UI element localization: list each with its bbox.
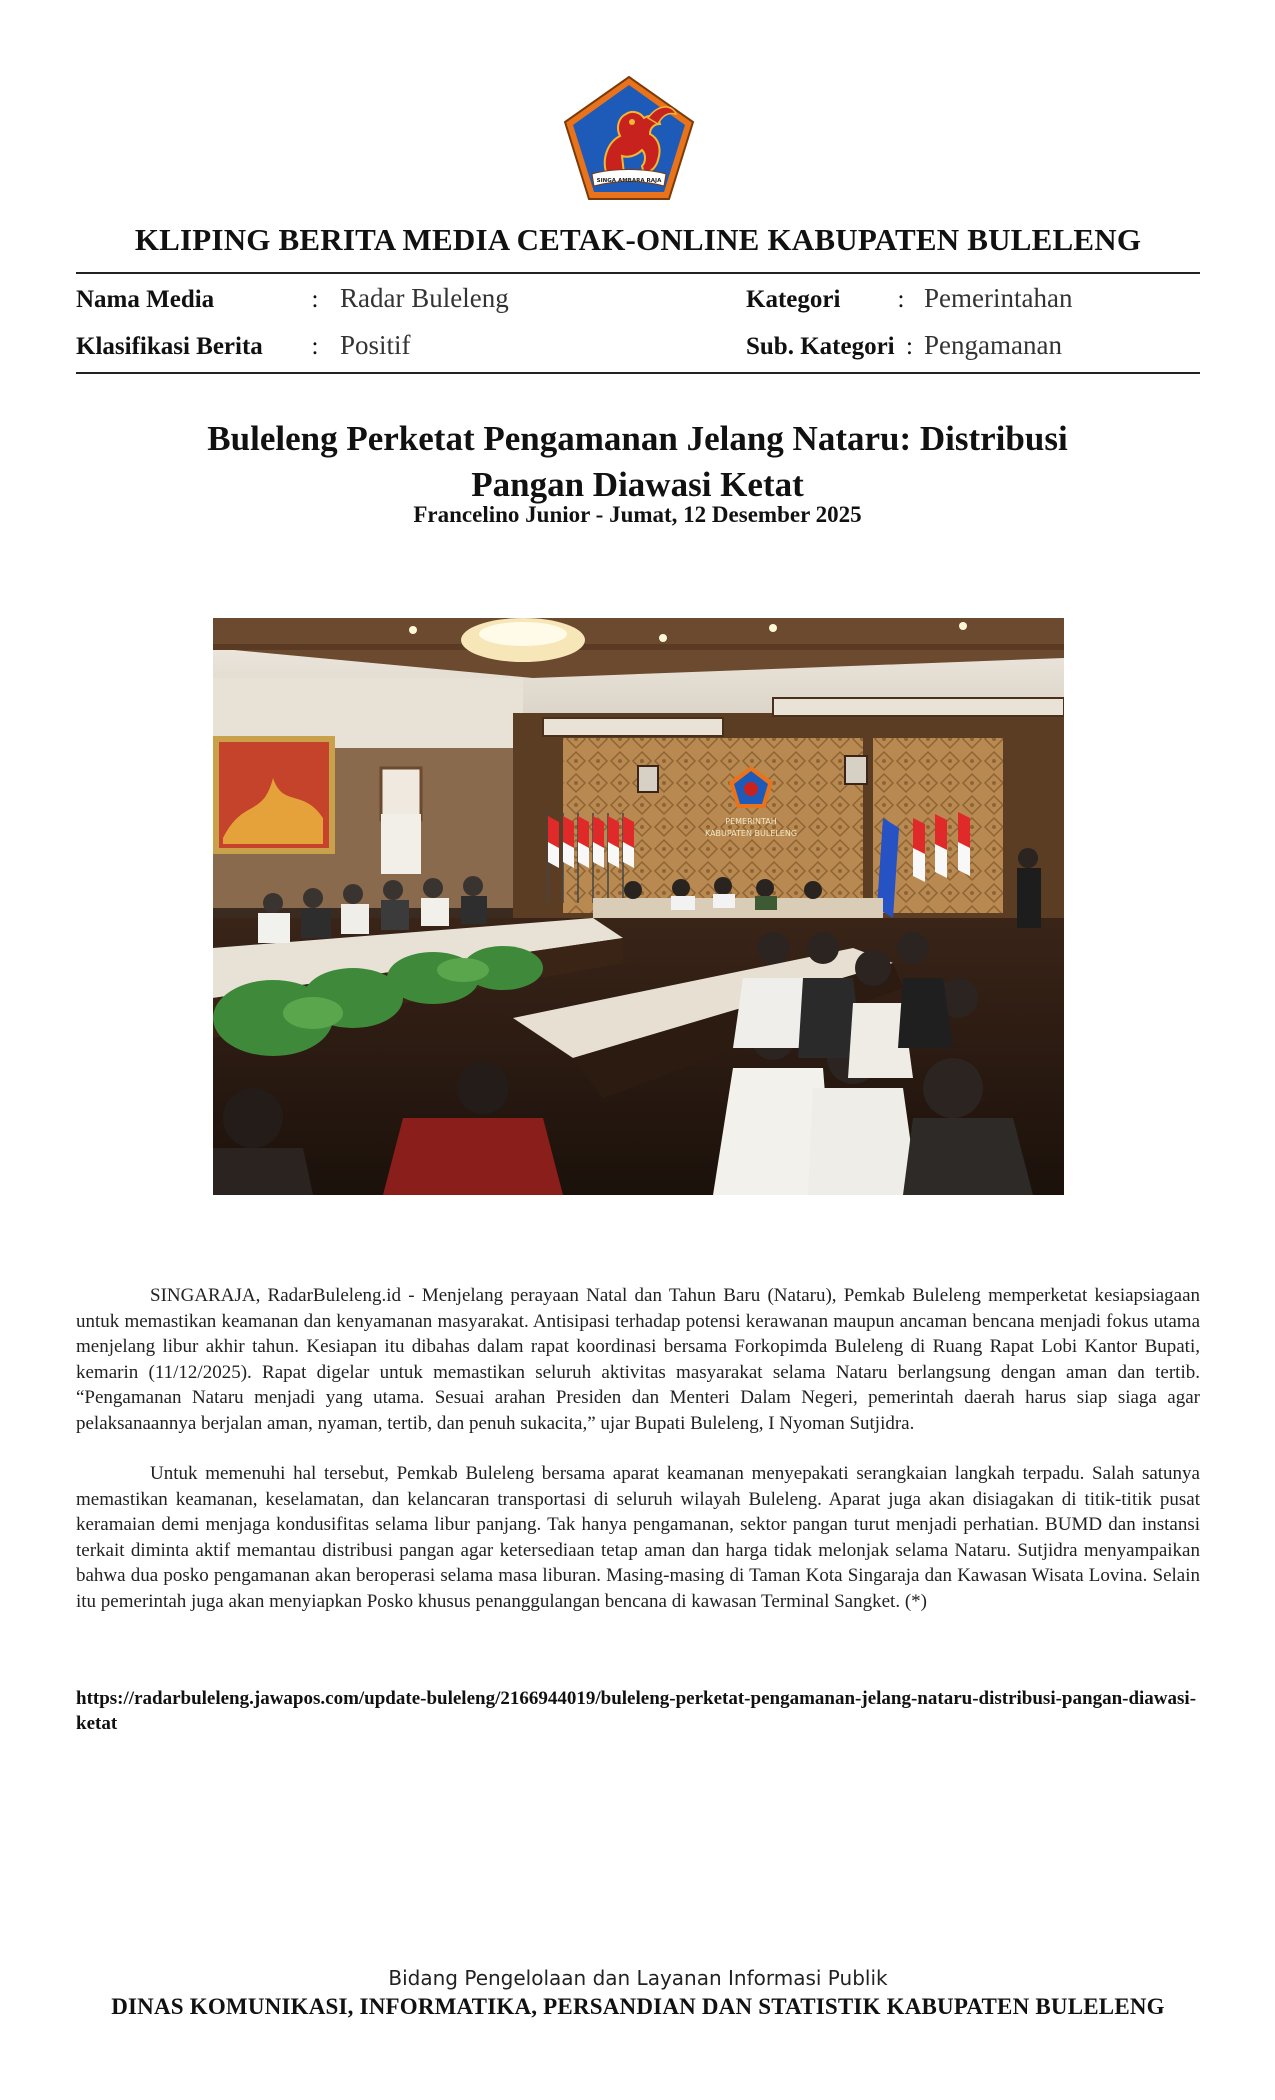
article-title [150,416,1125,508]
media-name-row [76,283,509,314]
svg-text:PEMERINTAH: PEMERINTAH [725,817,777,826]
subcategory-colon: : [906,333,913,360]
media-name-label: Nama Media [76,286,215,313]
clipping-header-title: KLIPING BERITA MEDIA CETAK-ONLINE KABUPATEN BULELENG [134,222,1142,257]
subcategory-value: Pengamanan [924,330,1062,360]
category-label: Kategori [746,286,841,313]
header-bottom-rule [76,372,1200,374]
footer-division: Bidang Pengelolaan dan Layanan Informasi Publik [388,1966,888,1990]
subcategory-label: Sub. Kategori [746,333,895,360]
media-name-colon: : [311,286,319,313]
category-value: Pemerintahan [924,283,1073,313]
category-row [746,283,1072,314]
header-top-rule [76,272,1200,274]
article-title-line-2: Pangan Diawasi Ketat [471,465,804,504]
article-paragraph-1: SINGARAJA, RadarBuleleng.id - Menjelang perayaan Natal dan Tahun Baru (Nataru), Pemkab Buleleng memperketat kesiapsiagaan untuk memastikan keamanan dan kenyamanan masyarakat. Antisipasi terhadap potensi kerawanan maupun ancaman bencana menjadi fokus utama menjelang libur akhir tahun. Kesiapan itu dibahas dalam rapat koordinasi bersama Forkopimda Buleleng di Ruang Rapat Lobi Kantor Bupati, kemarin (11/12/2025). Rapat digelar untuk memastikan seluruh aktivitas masyarakat selama Nataru berlangsung dengan aman dan tertib. “Pengamanan Nataru menjadi yang utama. Sesuai arahan Presiden dan Menteri Dalam Negeri, pemerintah daerah harus siap siaga agar pelaksanaannya berjalan aman, nyaman, tertib, dan penuh sukacita,” ujar Bupati Buleleng, I Nyoman Sutjidra. [76,1285,1200,1434]
article-body [76,1283,1200,1639]
svg-text:SINGA AMBARA RAJA: SINGA AMBARA RAJA [596,178,662,184]
classification-row [76,330,411,361]
media-name-value: Radar Buleleng [340,283,509,313]
classification-colon: : [311,333,319,360]
article-photo-meeting-room [213,618,1064,1195]
classification-label: Klasifikasi Berita [76,333,263,360]
subcategory-row [746,330,1062,361]
svg-text:KABUPATEN BULELENG: KABUPATEN BULELENG [704,829,798,838]
article-title-line-1: Buleleng Perketat Pengamanan Jelang Nataru: Distribusi [207,419,1068,458]
classification-value: Positif [340,330,411,360]
buleleng-emblem-logo [562,74,696,202]
footer-agency: DINAS KOMUNIKASI, INFORMATIKA, PERSANDIAN DAN STATISTIK KABUPATEN BULELENG [111,1994,1165,2019]
article-paragraph-2: Untuk memenuhi hal tersebut, Pemkab Buleleng bersama aparat keamanan menyepakati serangkaian langkah terpadu. Salah satunya memastikan keamanan, keselamatan, dan kelancaran transportasi di seluruh wilayah Buleleng. Aparat juga akan disiagakan di titik-titik pusat keramaian demi menjaga kondusifitas selama libur panjang. Tak hanya pengamanan, sektor pangan turut menjadi perhatian. BUMD dan instansi terkait diminta aktif memantau distribusi pangan agar ketersediaan tetap aman dan harga tidak melonjak selama Nataru. Sutjidra menyampaikan bahwa dua posko pengamanan akan beroperasi selama masa liburan. Masing-masing di Taman Kota Singaraja dan Kawasan Wisata Lovina. Selain itu pemerintah juga akan menyiapkan Posko khusus penanggulangan bencana di kawasan Terminal Sangket. (*) [76,1463,1200,1612]
article-byline: Francelino Junior - Jumat, 12 Desember 2025 [413,502,862,527]
category-colon: : [897,286,905,313]
article-source-link[interactable]: https://radarbuleleng.jawapos.com/update-buleleng/2166944019/buleleng-perketat-pengamanan-jelang-nataru-distribusi-pangan-diawasi-ketat [76,1688,1197,1734]
